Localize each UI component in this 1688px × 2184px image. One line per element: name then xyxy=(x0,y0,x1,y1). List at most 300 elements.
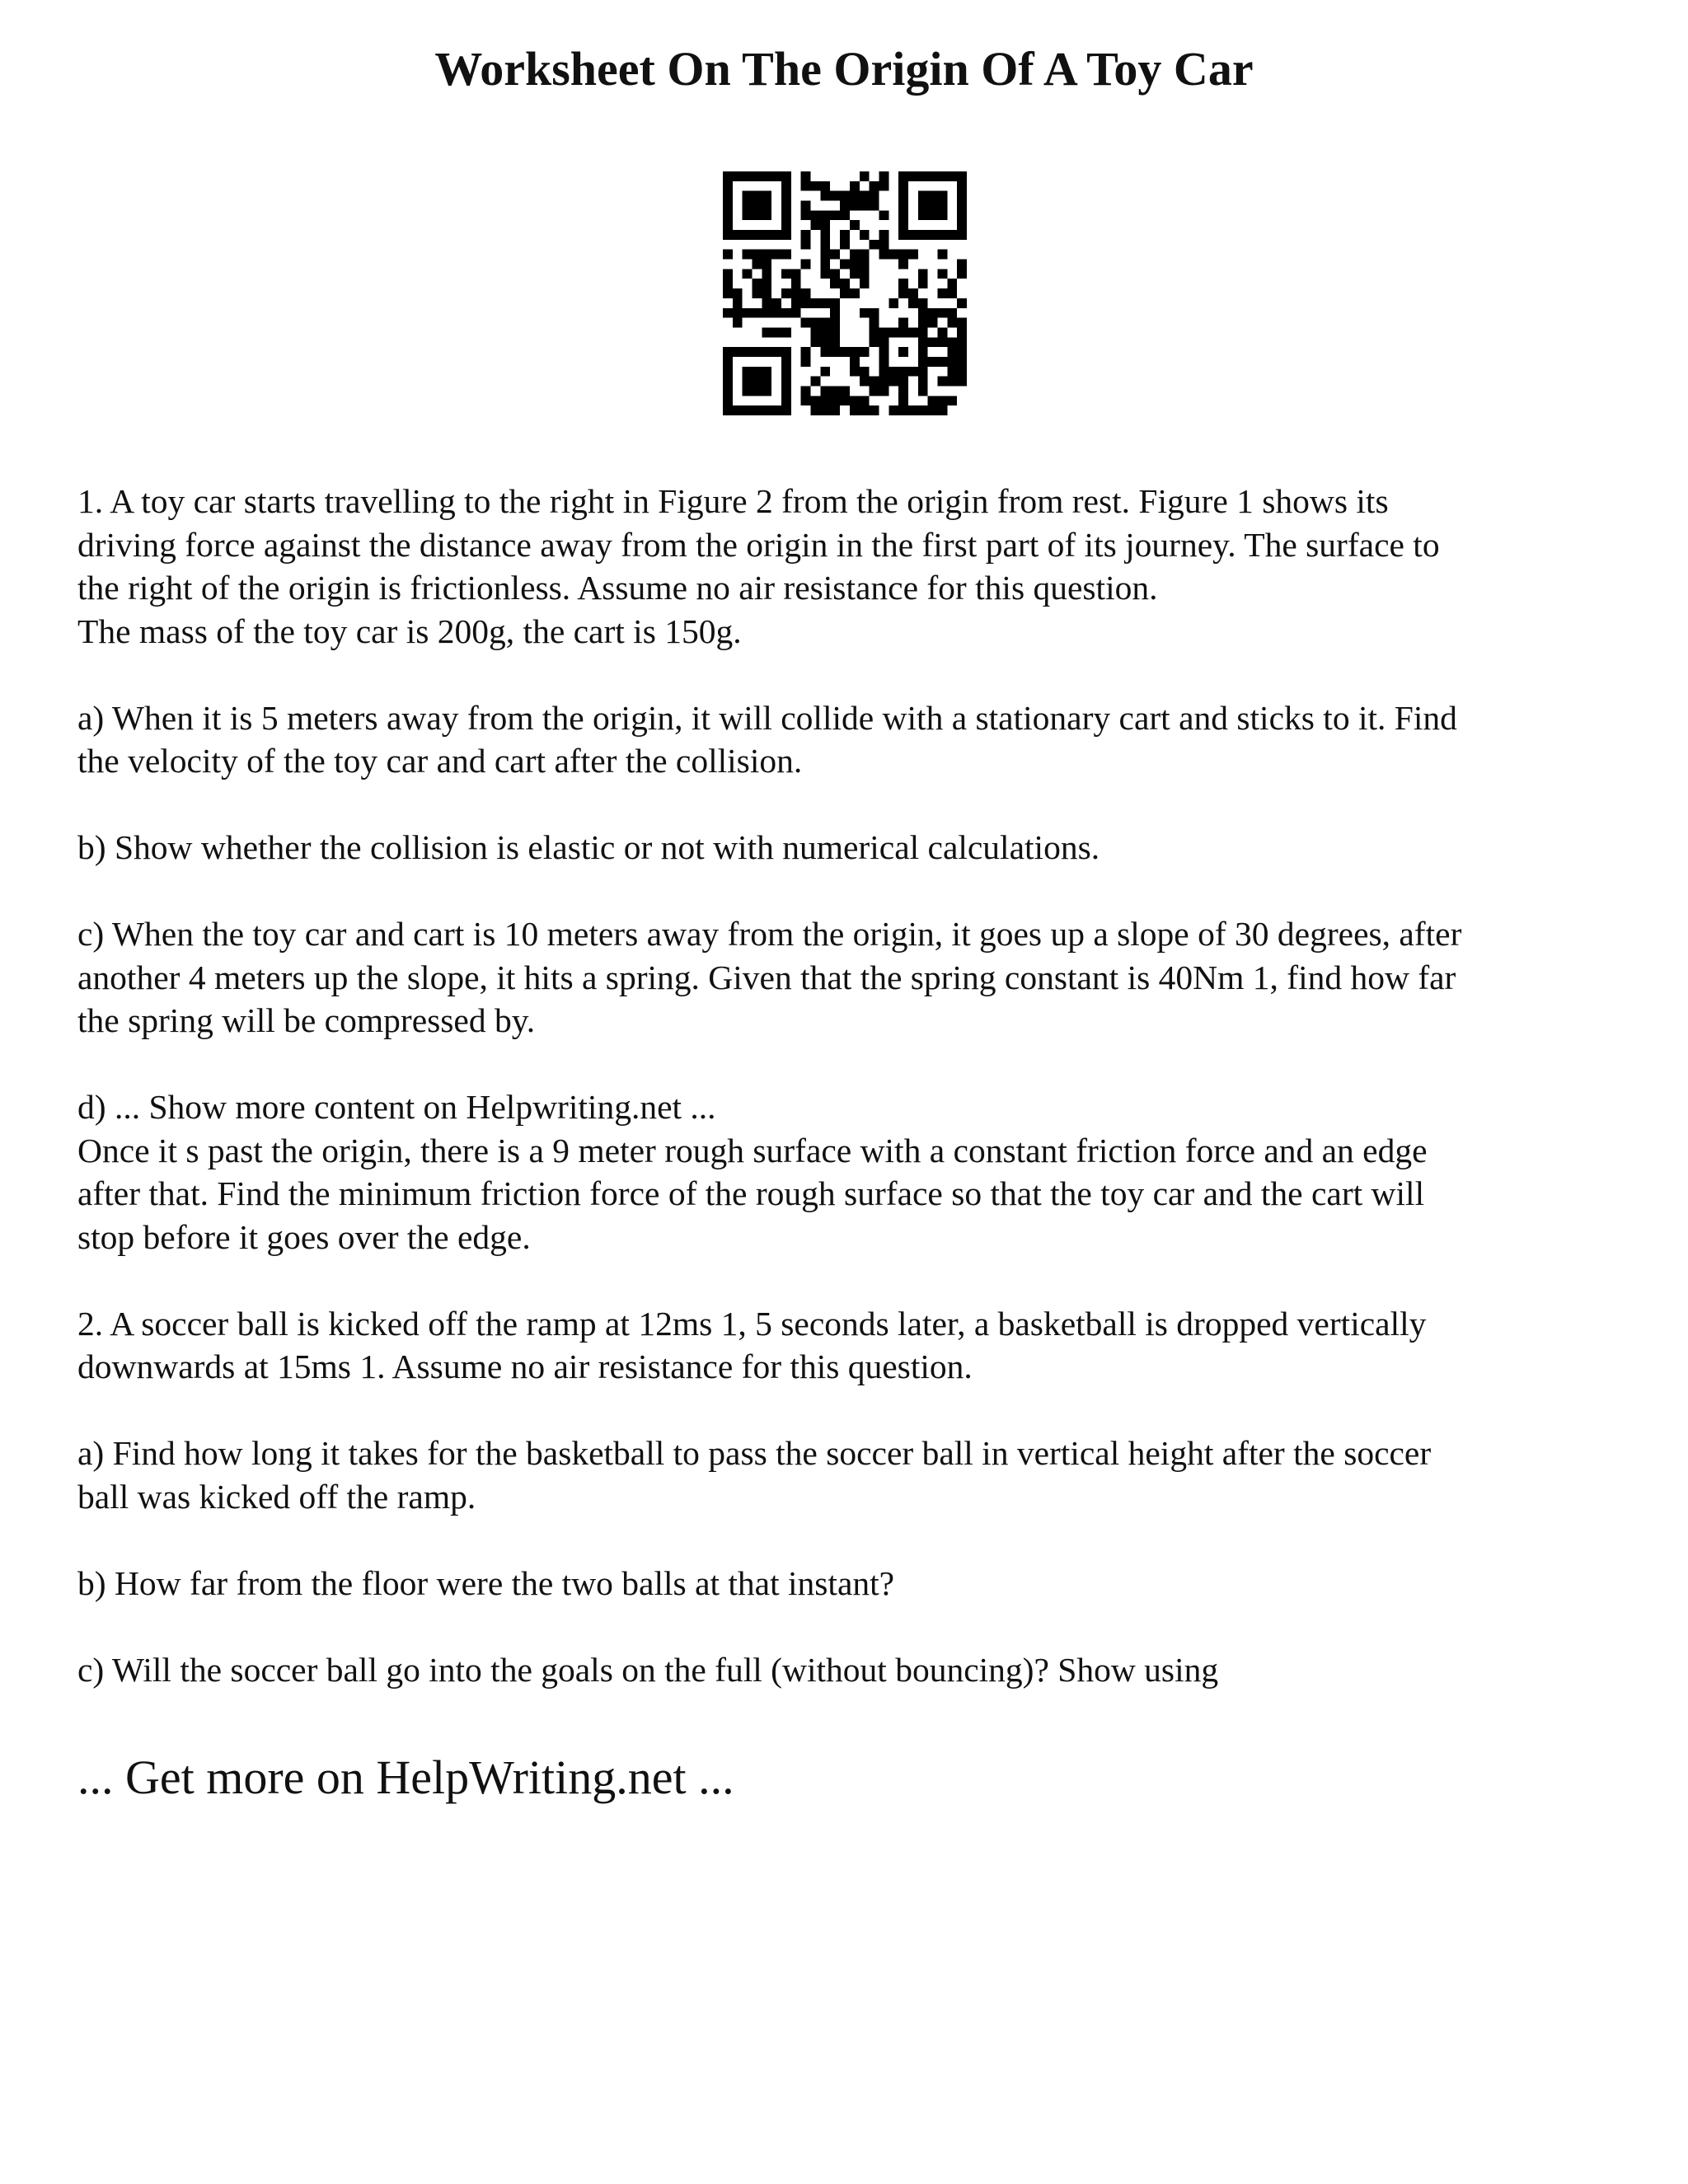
qr-module xyxy=(898,171,908,181)
qr-module xyxy=(957,260,967,269)
qr-module xyxy=(870,308,879,318)
qr-module xyxy=(918,386,928,396)
qr-module xyxy=(860,171,870,181)
qr-module xyxy=(957,210,967,220)
qr-module xyxy=(840,386,850,396)
qr-module xyxy=(898,260,908,269)
qr-module xyxy=(860,347,870,357)
qr-module xyxy=(723,308,733,318)
qr-module xyxy=(937,269,947,279)
qr-module xyxy=(723,171,733,181)
qr-module xyxy=(908,367,918,377)
qr-module xyxy=(771,347,781,357)
qr-module xyxy=(733,288,743,298)
qr-module xyxy=(801,230,811,240)
qr-module xyxy=(850,357,860,367)
qr-module xyxy=(850,288,860,298)
paragraph-q1-intro xyxy=(77,480,1627,653)
qr-module xyxy=(918,377,928,387)
qr-module xyxy=(840,279,850,288)
qr-module xyxy=(762,298,771,308)
text-line: ball was kicked off the ramp. xyxy=(77,1477,476,1516)
qr-module xyxy=(898,377,908,387)
text-line: the right of the origin is frictionless. Assume no air resistance for this question. xyxy=(77,569,1158,607)
qr-module xyxy=(937,405,947,415)
qr-module xyxy=(840,230,850,240)
qr-module xyxy=(762,327,771,337)
qr-module xyxy=(957,367,967,377)
qr-module xyxy=(860,269,870,279)
qr-module xyxy=(771,298,781,308)
qr-module xyxy=(928,396,938,405)
qr-module xyxy=(937,250,947,260)
qr-module xyxy=(830,279,840,288)
qr-module xyxy=(820,337,830,347)
qr-module xyxy=(791,298,801,308)
qr-module xyxy=(801,386,811,396)
qr-module xyxy=(820,367,830,377)
qr-module xyxy=(762,230,771,240)
qr-module xyxy=(928,337,938,347)
qr-module xyxy=(860,250,870,260)
qr-module xyxy=(791,279,801,288)
qr-module xyxy=(801,318,811,328)
qr-module xyxy=(733,298,743,308)
qr-module xyxy=(860,260,870,269)
qr-module xyxy=(937,327,947,337)
qr-module xyxy=(762,191,771,201)
qr-module xyxy=(947,377,957,387)
qr-module xyxy=(743,191,753,201)
paragraph-q2b xyxy=(77,1562,1627,1605)
qr-module xyxy=(820,220,830,230)
qr-module xyxy=(840,191,850,201)
qr-module xyxy=(850,367,860,377)
qr-module xyxy=(898,367,908,377)
qr-module xyxy=(723,181,733,191)
qr-module xyxy=(723,269,733,279)
qr-module xyxy=(781,220,791,230)
qr-module xyxy=(898,210,908,220)
qr-module xyxy=(791,288,801,298)
qr-module xyxy=(937,230,947,240)
qr-module xyxy=(820,347,830,357)
qr-module xyxy=(753,210,762,220)
qr-module xyxy=(801,210,811,220)
qr-module xyxy=(889,405,898,415)
qr-module xyxy=(850,181,860,191)
qr-module xyxy=(879,357,889,367)
qr-module xyxy=(811,298,821,308)
qr-module xyxy=(918,298,928,308)
qr-module xyxy=(743,347,753,357)
qr-module xyxy=(879,327,889,337)
qr-module xyxy=(850,405,860,415)
qr-module xyxy=(771,405,781,415)
qr-module xyxy=(947,279,957,288)
qr-module xyxy=(870,386,879,396)
qr-module xyxy=(753,191,762,201)
qr-module xyxy=(860,230,870,240)
qr-module xyxy=(879,337,889,347)
qr-module xyxy=(889,298,898,308)
qr-module xyxy=(820,260,830,269)
qr-module xyxy=(908,405,918,415)
qr-module xyxy=(879,171,889,181)
qr-module xyxy=(801,240,811,250)
qr-module xyxy=(811,337,821,347)
qr-module xyxy=(870,318,879,328)
qr-module xyxy=(908,288,918,298)
text-line: c) When the toy car and cart is 10 meters away from the origin, it goes up a slope of 30 degrees, after xyxy=(77,915,1462,953)
qr-module xyxy=(723,201,733,211)
qr-module xyxy=(908,327,918,337)
qr-module xyxy=(830,327,840,337)
qr-module xyxy=(840,396,850,405)
qr-module xyxy=(830,269,840,279)
qr-module xyxy=(771,327,781,337)
qr-code-icon xyxy=(723,171,967,415)
qr-module xyxy=(820,181,830,191)
qr-module xyxy=(801,181,811,191)
qr-module xyxy=(830,386,840,396)
qr-module xyxy=(762,210,771,220)
qr-module xyxy=(879,230,889,240)
qr-module xyxy=(830,210,840,220)
qr-module xyxy=(762,288,771,298)
text-line: Once it s past the origin, there is a 9 meter rough surface with a constant friction force and an edge xyxy=(77,1131,1428,1169)
qr-module xyxy=(781,405,791,415)
qr-module xyxy=(771,250,781,260)
qr-module xyxy=(928,171,938,181)
qr-module xyxy=(860,201,870,211)
qr-module xyxy=(928,201,938,211)
qr-module xyxy=(918,367,928,377)
qr-module xyxy=(830,405,840,415)
qr-module xyxy=(928,308,938,318)
qr-module xyxy=(937,308,947,318)
qr-module xyxy=(908,298,918,308)
qr-module xyxy=(771,230,781,240)
qr-module xyxy=(947,396,957,405)
qr-module xyxy=(781,250,791,260)
qr-module xyxy=(820,318,830,328)
qr-module xyxy=(840,260,850,269)
qr-module xyxy=(801,260,811,269)
qr-module xyxy=(908,250,918,260)
text-line: The mass of the toy car is 200g, the cart is 150g. xyxy=(77,612,742,650)
qr-module xyxy=(957,327,967,337)
qr-module xyxy=(937,396,947,405)
qr-module xyxy=(830,250,840,260)
qr-module xyxy=(743,269,753,279)
qr-module xyxy=(733,308,743,318)
qr-module xyxy=(889,377,898,387)
qr-module xyxy=(811,377,821,387)
qr-module xyxy=(870,191,879,201)
text-line: downwards at 15ms 1. Assume no air resistance for this question. xyxy=(77,1347,973,1385)
qr-module xyxy=(879,250,889,260)
paragraph-q2a xyxy=(77,1432,1627,1518)
qr-module xyxy=(879,386,889,396)
qr-module xyxy=(918,191,928,201)
get-more-link[interactable]: ... Get more on HelpWriting.net ... xyxy=(77,1750,734,1804)
qr-module xyxy=(879,377,889,387)
qr-module xyxy=(870,377,879,387)
qr-module xyxy=(870,405,879,415)
qr-module xyxy=(781,367,791,377)
qr-module xyxy=(733,318,743,328)
text-line: after that. Find the minimum friction force of the rough surface so that the toy car and the cart will xyxy=(77,1174,1425,1212)
qr-module xyxy=(918,327,928,337)
qr-module xyxy=(957,269,967,279)
qr-module xyxy=(879,240,889,250)
qr-module xyxy=(753,230,762,240)
qr-module xyxy=(743,405,753,415)
qr-module xyxy=(781,210,791,220)
qr-module xyxy=(771,308,781,318)
qr-module xyxy=(947,367,957,377)
qr-module xyxy=(743,308,753,318)
qr-module xyxy=(918,308,928,318)
qr-module xyxy=(801,357,811,367)
qr-module xyxy=(781,269,791,279)
qr-module xyxy=(811,210,821,220)
qr-module xyxy=(723,288,733,298)
qr-module xyxy=(957,347,967,357)
qr-module xyxy=(840,240,850,250)
qr-module xyxy=(743,210,753,220)
qr-module xyxy=(947,230,957,240)
qr-module xyxy=(762,171,771,181)
qr-module xyxy=(860,405,870,415)
paragraph-q2c xyxy=(77,1648,1627,1692)
qr-module xyxy=(781,288,791,298)
qr-module xyxy=(870,240,879,250)
qr-module xyxy=(811,220,821,230)
qr-module xyxy=(733,347,743,357)
qr-module xyxy=(723,250,733,260)
qr-module xyxy=(870,181,879,191)
qr-module xyxy=(753,201,762,211)
qr-module xyxy=(762,405,771,415)
qr-module xyxy=(753,377,762,387)
qr-module xyxy=(801,347,811,357)
qr-module xyxy=(947,308,957,318)
qr-module xyxy=(947,337,957,347)
paragraph-q2-intro xyxy=(77,1302,1627,1389)
qr-module xyxy=(723,367,733,377)
qr-module xyxy=(723,191,733,201)
qr-module xyxy=(753,405,762,415)
qr-module xyxy=(957,357,967,367)
qr-module xyxy=(937,288,947,298)
text-line: d) ... Show more content on Helpwriting.net ... xyxy=(77,1088,716,1126)
text-line: another 4 meters up the slope, it hits a spring. Given that the spring constant is 40Nm 1, find how far xyxy=(77,958,1456,996)
qr-module xyxy=(947,288,957,298)
qr-module xyxy=(830,337,840,347)
page-title: Worksheet On The Origin Of A Toy Car xyxy=(434,42,1254,96)
qr-module xyxy=(753,288,762,298)
qr-module xyxy=(898,318,908,328)
text-line: b) How far from the floor were the two balls at that instant? xyxy=(77,1563,895,1602)
qr-module xyxy=(840,210,850,220)
qr-module xyxy=(928,357,938,367)
qr-module xyxy=(889,250,898,260)
qr-module xyxy=(781,308,791,318)
qr-module xyxy=(860,279,870,288)
qr-module xyxy=(753,260,762,269)
qr-module xyxy=(723,396,733,405)
qr-module xyxy=(753,279,762,288)
qr-module xyxy=(723,405,733,415)
qr-module xyxy=(753,308,762,318)
qr-module xyxy=(957,318,967,328)
text-line: driving force against the distance away from the origin in the first part of its journey. The surface to xyxy=(77,525,1440,564)
qr-module xyxy=(743,377,753,387)
qr-module xyxy=(850,220,860,230)
qr-module xyxy=(781,386,791,396)
qr-module xyxy=(801,396,811,405)
qr-module xyxy=(879,210,889,220)
qr-module xyxy=(908,230,918,240)
qr-module xyxy=(820,405,830,415)
qr-module xyxy=(860,396,870,405)
qr-module xyxy=(918,337,928,347)
qr-module xyxy=(947,357,957,367)
text-line: the spring will be compressed by. xyxy=(77,1001,536,1039)
qr-module xyxy=(743,367,753,377)
qr-module xyxy=(937,357,947,367)
qr-module xyxy=(937,210,947,220)
qr-module xyxy=(791,308,801,318)
qr-module xyxy=(947,347,957,357)
qr-module xyxy=(762,279,771,288)
qr-module xyxy=(830,396,840,405)
qr-module xyxy=(898,327,908,337)
qr-module xyxy=(840,347,850,357)
qr-module xyxy=(781,181,791,191)
qr-module xyxy=(850,250,860,260)
qr-module xyxy=(753,386,762,396)
qr-module xyxy=(762,308,771,318)
qr-module xyxy=(723,386,733,396)
qr-module xyxy=(850,191,860,201)
qr-module xyxy=(918,210,928,220)
qr-module xyxy=(957,220,967,230)
qr-module xyxy=(860,308,870,318)
qr-module xyxy=(811,327,821,337)
qr-module xyxy=(820,269,830,279)
qr-module xyxy=(762,260,771,269)
worksheet-body xyxy=(77,480,1627,1735)
qr-module xyxy=(811,318,821,328)
qr-module xyxy=(957,337,967,347)
qr-module xyxy=(870,327,879,337)
qr-code-graphic xyxy=(723,171,967,415)
qr-module xyxy=(928,210,938,220)
qr-module xyxy=(811,181,821,191)
qr-module xyxy=(781,201,791,211)
qr-module xyxy=(781,171,791,181)
qr-module xyxy=(898,396,908,405)
qr-module xyxy=(811,405,821,415)
qr-module xyxy=(723,377,733,387)
qr-module xyxy=(937,377,947,387)
qr-module xyxy=(889,367,898,377)
qr-module xyxy=(918,357,928,367)
qr-module xyxy=(957,171,967,181)
qr-module xyxy=(879,181,889,191)
qr-module xyxy=(918,405,928,415)
qr-module xyxy=(898,288,908,298)
qr-module xyxy=(781,396,791,405)
qr-module xyxy=(928,230,938,240)
qr-module xyxy=(957,201,967,211)
qr-module xyxy=(820,230,830,240)
qr-module xyxy=(928,318,938,328)
qr-module xyxy=(928,191,938,201)
qr-module xyxy=(743,171,753,181)
qr-module xyxy=(753,367,762,377)
qr-module xyxy=(830,308,840,318)
qr-module xyxy=(850,260,860,269)
qr-module xyxy=(937,191,947,201)
qr-module xyxy=(918,347,928,357)
qr-module xyxy=(870,337,879,347)
qr-module xyxy=(830,298,840,308)
qr-module xyxy=(937,337,947,347)
qr-module xyxy=(850,347,860,357)
qr-module xyxy=(898,191,908,201)
qr-module xyxy=(918,171,928,181)
qr-module xyxy=(743,230,753,240)
qr-module xyxy=(753,250,762,260)
qr-module xyxy=(723,210,733,220)
qr-module xyxy=(898,405,908,415)
qr-module xyxy=(898,181,908,191)
qr-module xyxy=(928,405,938,415)
text-line: the velocity of the toy car and cart after the collision. xyxy=(77,742,803,780)
qr-module xyxy=(830,318,840,328)
qr-module xyxy=(947,318,957,328)
qr-module xyxy=(762,367,771,377)
qr-module xyxy=(820,386,830,396)
qr-module xyxy=(937,171,947,181)
qr-module xyxy=(918,201,928,211)
qr-module xyxy=(860,377,870,387)
qr-module xyxy=(898,220,908,230)
paragraph-q1d xyxy=(77,1085,1627,1258)
qr-module xyxy=(870,201,879,211)
qr-module xyxy=(957,230,967,240)
qr-module xyxy=(723,347,733,357)
qr-module xyxy=(801,201,811,211)
qr-module xyxy=(898,279,908,288)
qr-module xyxy=(753,171,762,181)
qr-module xyxy=(762,250,771,260)
qr-module xyxy=(918,318,928,328)
qr-module xyxy=(850,201,860,211)
qr-module xyxy=(918,279,928,288)
text-line: stop before it goes over the edge. xyxy=(77,1217,531,1256)
qr-module xyxy=(820,396,830,405)
qr-module xyxy=(820,210,830,220)
qr-module xyxy=(733,171,743,181)
qr-module xyxy=(753,347,762,357)
qr-module xyxy=(840,288,850,298)
qr-module xyxy=(820,250,830,260)
